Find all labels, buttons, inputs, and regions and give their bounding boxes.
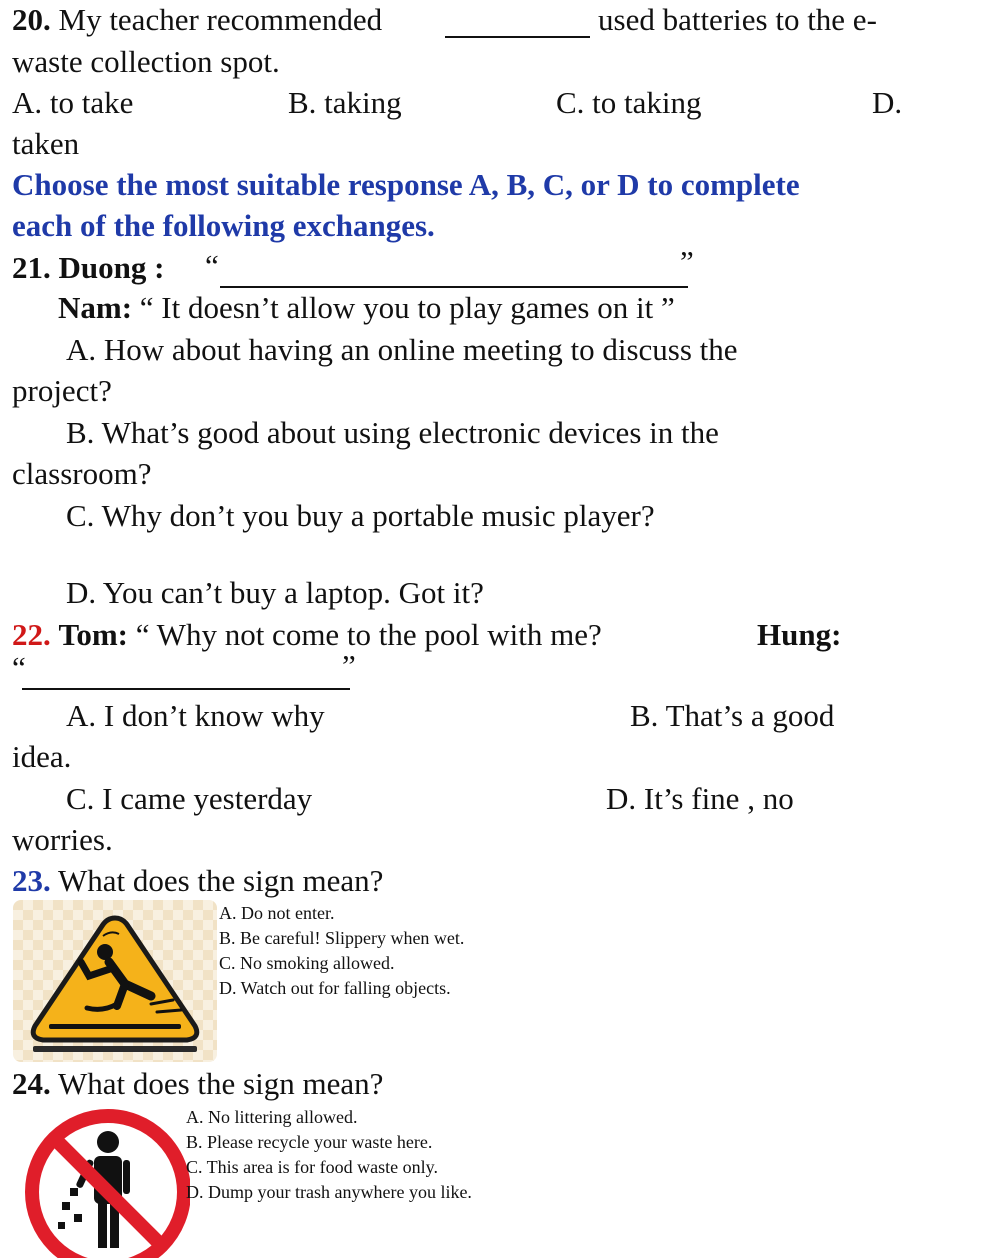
q21-number: 21. bbox=[12, 250, 51, 285]
instruction-line2: each of the following exchanges. bbox=[12, 208, 435, 243]
q24-option-d[interactable]: D. Dump your trash anywhere you like. bbox=[186, 1182, 472, 1202]
q23-option-a[interactable]: A. Do not enter. bbox=[219, 903, 335, 923]
q24-option-b[interactable]: B. Please recycle your waste here. bbox=[186, 1132, 433, 1152]
slippery-floor-icon bbox=[13, 900, 217, 1062]
no-littering-sign-image bbox=[10, 1104, 190, 1258]
q24-line bbox=[12, 1066, 383, 1102]
q20-number: 20. bbox=[12, 2, 51, 37]
q21-speaker2: Nam: bbox=[58, 290, 133, 325]
q21-blank[interactable] bbox=[220, 254, 688, 288]
q20-option-c[interactable]: C. to taking bbox=[556, 85, 702, 120]
q22-option-a[interactable]: A. I don’t know why bbox=[66, 698, 325, 733]
q20-option-d-letter[interactable]: D. bbox=[872, 85, 903, 120]
q21-speaker1: Duong : bbox=[58, 250, 165, 285]
q21-line1 bbox=[12, 250, 164, 286]
q21-close-quote: ” bbox=[680, 244, 694, 279]
q20-option-d-text[interactable]: taken bbox=[12, 126, 80, 161]
q20-option-b[interactable]: B. taking bbox=[288, 85, 402, 120]
q22-option-d-1[interactable]: D. It’s fine , no bbox=[606, 781, 794, 816]
q22-option-d-2[interactable]: worries. bbox=[12, 822, 113, 857]
q20-option-a[interactable]: A. to take bbox=[12, 85, 134, 120]
q24-text: What does the sign mean? bbox=[57, 1066, 384, 1101]
q22-line1 bbox=[12, 617, 602, 653]
q20-text-before: My teacher recommended bbox=[58, 2, 383, 37]
q22-option-c[interactable]: C. I came yesterday bbox=[66, 781, 313, 816]
q23-text: What does the sign mean? bbox=[57, 863, 384, 898]
q20-text-after: used batteries to the e- bbox=[598, 2, 877, 37]
q20-blank[interactable] bbox=[445, 6, 590, 38]
q22-speaker1: Tom: bbox=[58, 617, 128, 652]
q24-option-c[interactable]: C. This area is for food waste only. bbox=[186, 1157, 438, 1177]
q21-option-d[interactable]: D. You can’t buy a laptop. Got it? bbox=[66, 575, 484, 610]
q22-speaker2: Hung: bbox=[757, 617, 842, 652]
q21-option-c[interactable]: C. Why don’t you buy a portable music player? bbox=[66, 498, 655, 533]
q21-option-a-2[interactable]: project? bbox=[12, 373, 112, 408]
q21-open-quote: “ bbox=[205, 248, 219, 283]
slippery-sign-image bbox=[13, 900, 217, 1062]
q23-option-c[interactable]: C. No smoking allowed. bbox=[219, 953, 395, 973]
no-littering-icon bbox=[10, 1104, 190, 1258]
q23-option-b[interactable]: B. Be careful! Slippery when wet. bbox=[219, 928, 465, 948]
q21-speaker2-text: “ It doesn’t allow you to play games on it ” bbox=[139, 290, 675, 325]
q22-option-b-2[interactable]: idea. bbox=[12, 739, 72, 774]
q20-line1 bbox=[12, 2, 382, 38]
q23-line bbox=[12, 863, 383, 899]
q22-blank[interactable] bbox=[22, 658, 350, 690]
q23-number: 23. bbox=[12, 863, 51, 898]
q23-option-d[interactable]: D. Watch out for falling objects. bbox=[219, 978, 451, 998]
q22-speaker1-text: “ Why not come to the pool with me? bbox=[135, 617, 602, 652]
q22-close-quote: ” bbox=[342, 648, 356, 683]
q22-open-quote: “ bbox=[12, 650, 26, 685]
q22-option-b-1[interactable]: B. That’s a good bbox=[630, 698, 835, 733]
q22-number: 22. bbox=[12, 617, 51, 652]
q21-option-b-1[interactable]: B. What’s good about using electronic devices in the bbox=[66, 415, 719, 450]
q24-number: 24. bbox=[12, 1066, 51, 1101]
q21-option-a-1[interactable]: A. How about having an online meeting to discuss the bbox=[66, 332, 738, 367]
instruction-line1: Choose the most suitable response A, B, C, or D to complete bbox=[12, 167, 800, 202]
q21-option-b-2[interactable]: classroom? bbox=[12, 456, 152, 491]
q20-line2: waste collection spot. bbox=[12, 44, 280, 79]
q24-option-a[interactable]: A. No littering allowed. bbox=[186, 1107, 358, 1127]
q21-line2 bbox=[58, 290, 675, 326]
